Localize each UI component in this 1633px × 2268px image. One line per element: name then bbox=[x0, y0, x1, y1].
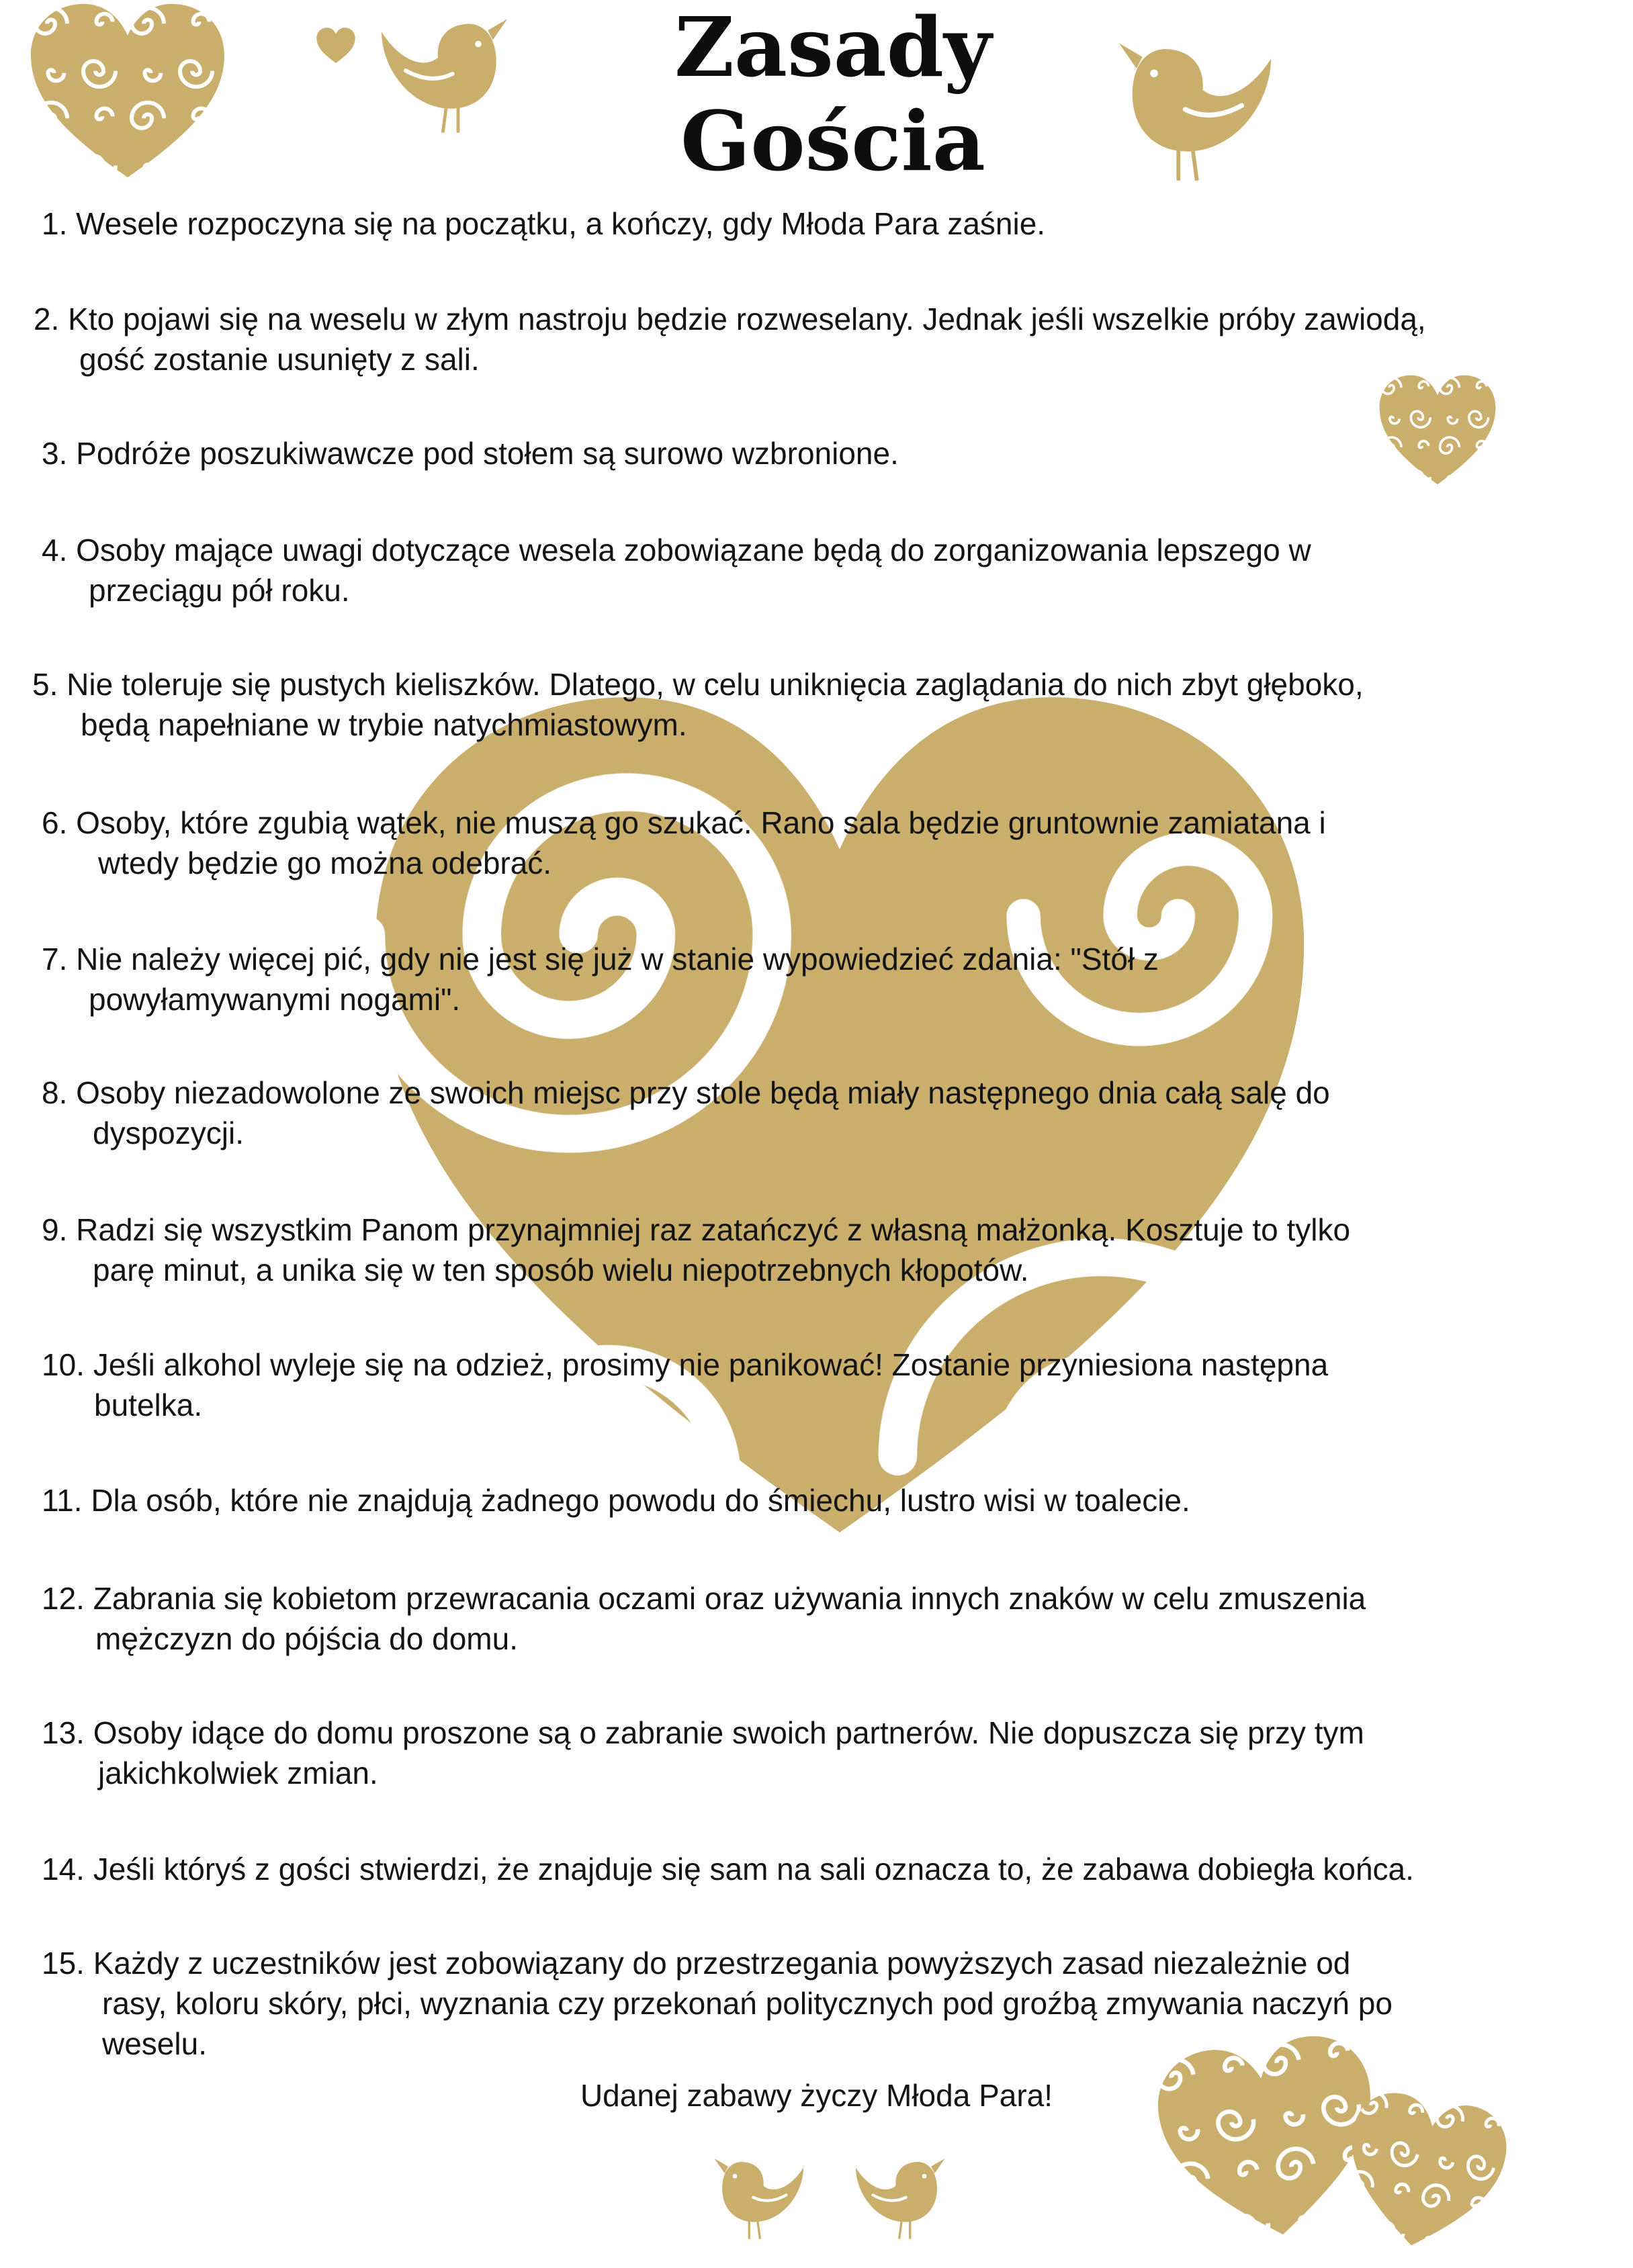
rule-text: 3. Podróże poszukiwawcze pod stołem są surowo wzbronione. bbox=[42, 436, 899, 471]
rule-text: 12. Zabrania się kobietom przewracania oczami oraz używania innych znaków w celu zmuszenia bbox=[42, 1581, 1366, 1616]
rule-text-continuation: jakichkolwiek zmian. bbox=[98, 1756, 378, 1790]
rule-text: 10. Jeśli alkohol wyleje się na odzież, prosimy nie panikować! Zostanie przyniesiona następna bbox=[42, 1347, 1329, 1382]
rule-text: 6. Osoby, które zgubią wątek, nie muszą go szukać. Rano sala będzie gruntownie zamiatana i bbox=[42, 805, 1326, 840]
love-bird-icon bbox=[1115, 20, 1310, 195]
rule-item bbox=[32, 664, 1364, 745]
rule-text: 14. Jeśli któryś z gości stwierdzi, że znajduje się sam na sali oznacza to, że zabawa dobiegła końca. bbox=[42, 1852, 1414, 1887]
rule-item bbox=[42, 1073, 1330, 1153]
rule-text-continuation: parę minut, a unika się w ten sposób wielu niepotrzebnych kłopotów. bbox=[93, 1253, 1029, 1287]
rule-text-continuation: przeciągu pół roku. bbox=[89, 573, 350, 608]
love-bird-icon bbox=[833, 2146, 947, 2247]
rule-text-continuation: rasy, koloru skóry, płci, wyznania czy przekonań politycznych pod groźbą zmywania naczyń po bbox=[102, 1986, 1393, 2021]
rule-text-continuation: butelka. bbox=[94, 1388, 203, 1422]
rule-item bbox=[42, 1345, 1328, 1425]
rule-text-continuation: dyspozycji. bbox=[93, 1116, 244, 1150]
rule-text-continuation: będą napełniane w trybie natychmiastowym. bbox=[81, 707, 687, 742]
rule-text-continuation: powyłamywanymi nogami". bbox=[89, 982, 461, 1017]
rule-item bbox=[42, 1578, 1366, 1659]
swirl-heart-icon bbox=[1377, 373, 1498, 487]
rule-text-continuation: wtedy będzie go można odebrać. bbox=[98, 846, 552, 880]
closing-message: Udanej zabawy życzy Młoda Para! bbox=[580, 2078, 1053, 2113]
rule-text: 8. Osoby niezadowolone ze swoich miejsc przy stole będą miały następnego dnia całą salę do bbox=[42, 1075, 1330, 1110]
rule-text-continuation: weselu. bbox=[102, 2026, 207, 2061]
rule-text-continuation: mężczyzn do pójścia do domu. bbox=[95, 1621, 518, 1656]
rule-item bbox=[42, 530, 1311, 610]
rule-text: 5. Nie toleruje się pustych kieliszków. Dlatego, w celu uniknięcia zaglądania do nich zbyt głęboko, bbox=[32, 667, 1364, 702]
rule-text: 7. Nie należy więcej pić, gdy nie jest się już w stanie wypowiedzieć zdania: "Stół z bbox=[42, 942, 1159, 977]
rule-text: 15. Każdy z uczestników jest zobowiązany do przestrzegania powyższych zasad niezależnie od bbox=[42, 1946, 1351, 1981]
rule-item bbox=[42, 433, 899, 473]
love-bird-icon bbox=[712, 2146, 826, 2247]
rule-text: 2. Kto pojawi się na weselu w złym nastroju będzie rozweselany. Jednak jeśli wszelkie próby zawiodą, bbox=[34, 302, 1426, 336]
rule-item bbox=[42, 1210, 1350, 1290]
love-bird-icon bbox=[349, 0, 511, 144]
rule-item bbox=[42, 1713, 1364, 1793]
rule-item bbox=[42, 1480, 1190, 1521]
rule-text-continuation: gość zostanie usunięty z sali. bbox=[79, 342, 480, 377]
rule-item bbox=[42, 803, 1326, 883]
rule-item bbox=[42, 939, 1159, 1019]
rule-item bbox=[42, 1849, 1414, 1889]
rule-item bbox=[42, 1943, 1393, 2064]
mini-heart-icon bbox=[316, 27, 356, 64]
rule-item bbox=[34, 299, 1426, 379]
swirl-heart-icon bbox=[27, 0, 228, 181]
rule-text: 11. Dla osób, które nie znajdują żadnego powodu do śmiechu, lustro wisi w toalecie. bbox=[42, 1483, 1190, 1518]
page-title: Zasady Gościa bbox=[674, 0, 992, 189]
rule-text: 4. Osoby mające uwagi dotyczące wesela zobowiązane będą do zorganizowania lepszego w bbox=[42, 533, 1311, 568]
rule-item bbox=[42, 203, 1045, 244]
rule-text: 9. Radzi się wszystkim Panom przynajmniej raz zatańczyć z własną małżonką. Kosztuje to tylko bbox=[42, 1212, 1351, 1247]
rule-text: 1. Wesele rozpoczyna się na początku, a kończy, gdy Młoda Para zaśnie. bbox=[42, 206, 1046, 241]
rule-text: 13. Osoby idące do domu proszone są o zabranie swoich partnerów. Nie dopuszcza się przy tym bbox=[42, 1715, 1364, 1750]
